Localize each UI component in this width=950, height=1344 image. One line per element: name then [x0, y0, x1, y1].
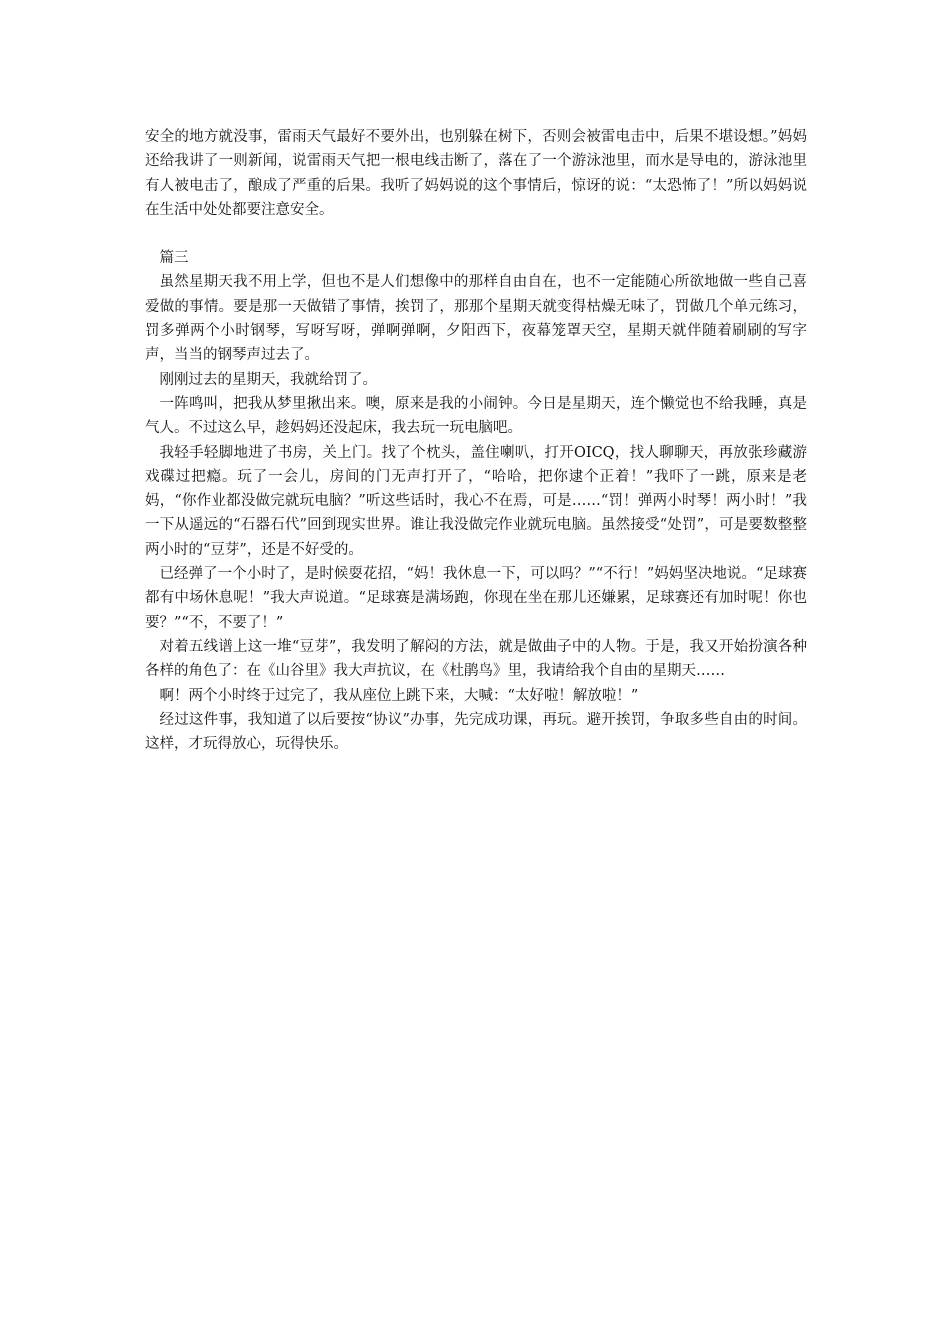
paragraph-4: 我轻手轻脚地进了书房，关上门。找了个枕头，盖住喇叭，打开OICQ，找人聊聊天，再放张珍藏游戏碟过把瘾。玩了一会儿，房间的门无声打开了，“哈哈，把你逮个正着！”我吓了一跳，原来是老妈，“你作业都没做完就玩电脑？”听这些话时，我心不在焉，可是……“罚！弹两小时琴！两小时！”我一下从遥远的“石器石代”回到现实世界。谁让我没做完作业就玩电脑。虽然接受“处罚”，可是要数整整两小时的“豆芽”，还是不好受的。: [145, 444, 807, 558]
paragraph-5: 已经弹了一个小时了，是时候耍花招，“妈！我休息一下，可以吗？”“不行！”妈妈坚决地说。“足球赛都有中场休息呢！”我大声说道。“足球赛是满场跑，你现在坐在那儿还嫌累，足球赛还有加时呢！你也要？”“不，不要了！”: [145, 566, 807, 631]
paragraph-2: 刚刚过去的星期天，我就给罚了。: [159, 371, 377, 388]
intro-paragraph: 安全的地方就没事，雷雨天气最好不要外出，也别躲在树下，否则会被雷电击中，后果不堪设想。”妈妈还给我讲了一则新闻，说雷雨天气把一根电线击断了，落在了一个游泳池里，而水是导电的，游泳池里有人被电击了，酿成了严重的后果。我听了妈妈说的这个事情后，惊讶的说：“太恐怖了！”所以妈妈说在生活中处处都要注意安全。: [145, 129, 807, 218]
paragraph-8: 经过这件事，我知道了以后要按“协议”办事，先完成功课，再玩。避开挨罚，争取多些自由的时间。这样，才玩得放心，玩得快乐。: [145, 711, 807, 753]
paragraph-7: 啊！两个小时终于过完了，我从座位上跳下来，大喊：“太好啦！解放啦！”: [159, 687, 639, 704]
paragraph-1: 虽然星期天我不用上学，但也不是人们想像中的那样自由自在，也不一定能随心所欲地做一些自己喜爱做的事情。要是那一天做错了事情，挨罚了，那那个星期天就变得枯燥无味了，罚做几个单元练习，罚多弹两个小时钢琴，写呀写呀，弹啊弹啊，夕阳西下，夜幕笼罩天空，星期天就伴随着刷刷的写字声，当当的钢琴声过去了。: [145, 274, 807, 364]
section-heading: 篇三: [159, 250, 189, 267]
paragraph-3: 一阵鸣叫，把我从梦里揪出来。噢，原来是我的小闹钟。今日是星期天，连个懒觉也不给我睡，真是气人。不过这么早，趁妈妈还没起床，我去玩一玩电脑吧。: [145, 395, 807, 437]
paragraph-6: 对着五线谱上这一堆“豆芽”，我发明了解闷的方法，就是做曲子中的人物。于是，我又开始扮演各种各样的角色了：在《山谷里》我大声抗议，在《杜鹃鸟》里，我请给我个自由的星期天……: [145, 638, 807, 680]
document-page: [145, 125, 807, 756]
